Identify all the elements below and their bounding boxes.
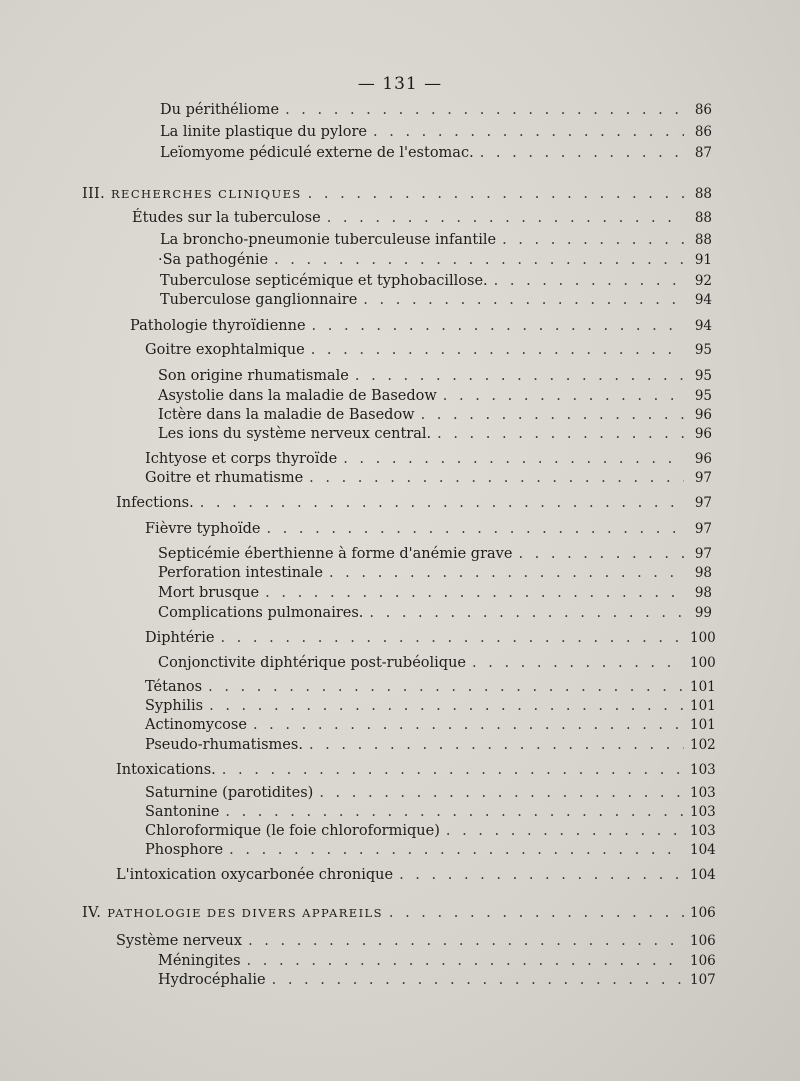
entry-page: 101 [690, 717, 716, 733]
entry-page: 104 [690, 842, 716, 858]
entry-page: 100 [690, 655, 716, 671]
entry-page: 87 [694, 145, 712, 161]
entry-label: Son origine rhumatismale [158, 368, 349, 384]
leader-dots [308, 184, 684, 204]
entry-label: Système nerveux [116, 933, 243, 949]
leader-dots [502, 230, 684, 250]
entry-label: Les ions du système nerveux central. [158, 426, 432, 442]
entry-page: 106 [690, 953, 716, 969]
entry-label: Tuberculose ganglionnaire [160, 292, 358, 308]
toc-entry [158, 603, 712, 623]
toc-entry [158, 970, 716, 990]
leader-dots [327, 208, 684, 228]
entry-page: 97 [694, 546, 712, 562]
toc-entry [158, 544, 712, 564]
entry-label: Fièvre typhoïde [145, 521, 261, 537]
entry-page: 102 [690, 737, 716, 753]
entry-page: 95 [694, 368, 712, 384]
entry-label: Goitre et rhumatisme [145, 470, 304, 486]
entry-label: Du périthéliome [160, 102, 280, 118]
leader-dots [200, 493, 684, 513]
toc-entry [158, 583, 712, 603]
section-title: PATHOLOGIE DES DIVERS APPAREILS [107, 906, 383, 920]
entry-page: 88 [694, 232, 712, 248]
leader-dots [443, 386, 684, 406]
entry-page: 88 [694, 210, 712, 226]
toc-entry [145, 340, 712, 360]
entry-label: Infections. [116, 495, 194, 511]
entry-page: 94 [694, 292, 712, 308]
leader-dots [518, 544, 684, 564]
entry-label: Intoxications. [116, 762, 216, 778]
toc-entry [145, 735, 716, 755]
leader-dots [446, 821, 684, 841]
leader-dots [272, 970, 684, 990]
entry-label: Septicémie éberthienne à forme d'anémie grave [158, 546, 513, 562]
leader-dots [437, 424, 684, 444]
leader-dots [285, 100, 684, 120]
entry-page: 103 [690, 785, 716, 801]
leader-dots [247, 951, 684, 971]
leader-dots [312, 316, 684, 336]
leader-dots [311, 340, 684, 360]
entry-page: 98 [694, 565, 712, 581]
leader-dots [274, 250, 684, 270]
leader-dots [399, 865, 684, 885]
entry-label: Diphtérie [145, 630, 215, 646]
toc-section-heading [82, 184, 712, 204]
entry-page: 97 [694, 521, 712, 537]
toc-entry [145, 449, 712, 469]
section-numeral: IV. [82, 905, 102, 921]
toc-entry [158, 951, 716, 971]
entry-page: 103 [690, 762, 716, 778]
toc-entry [145, 696, 716, 716]
toc-entry [158, 386, 712, 406]
entry-label: Hydrocéphalie [158, 972, 266, 988]
entry-page: 98 [694, 585, 712, 601]
toc-entry [160, 143, 712, 163]
leader-dots [329, 563, 684, 583]
toc-entry [160, 271, 712, 291]
entry-label: Goitre exophtalmique [145, 342, 305, 358]
leader-dots [373, 122, 684, 142]
toc-entry [116, 931, 716, 951]
entry-label: Ichtyose et corps thyroïde [145, 451, 338, 467]
entry-label: Tétanos [145, 679, 203, 695]
toc-entry [160, 100, 712, 120]
entry-page: 103 [690, 823, 716, 839]
entry-page: 99 [694, 605, 712, 621]
entry-page: 96 [694, 451, 712, 467]
entry-page: 107 [690, 972, 716, 988]
entry-label: Méningites [158, 953, 241, 969]
entry-page: 86 [694, 124, 712, 140]
toc-entry [145, 783, 716, 803]
toc-section-heading [82, 903, 716, 923]
entry-label: Leïomyome pédiculé externe de l'estomac. [160, 145, 474, 161]
toc-entry [116, 760, 716, 780]
entry-label: Asystolie dans la maladie de Basedow [158, 388, 437, 404]
leader-dots [319, 783, 684, 803]
toc-entry [158, 424, 712, 444]
entry-page: 94 [694, 318, 712, 334]
toc-entry [158, 563, 712, 583]
toc-entry [145, 840, 716, 860]
entry-page: 103 [690, 804, 716, 820]
entry-page: 101 [690, 698, 716, 714]
leader-dots [253, 715, 684, 735]
leader-dots [209, 696, 684, 716]
toc-entry [158, 366, 712, 386]
entry-page: 86 [694, 102, 712, 118]
leader-dots [494, 271, 684, 291]
leader-dots [369, 603, 684, 623]
toc-entry [145, 468, 712, 488]
leader-dots [309, 468, 684, 488]
entry-label: La broncho-pneumonie tuberculeuse infantile [160, 232, 497, 248]
leader-dots [355, 366, 684, 386]
toc-entry [132, 208, 712, 228]
section-numeral: III. [82, 186, 105, 202]
toc-entry [158, 653, 716, 673]
entry-label: Santonine [145, 804, 220, 820]
entry-label: Pathologie thyroïdienne [130, 318, 306, 334]
leader-dots [266, 519, 684, 539]
entry-page: 100 [690, 630, 716, 646]
entry-page: 95 [694, 342, 712, 358]
entry-label: Tuberculose septicémique et typhobacillose. [160, 273, 488, 289]
toc-entry [130, 316, 712, 336]
toc-entry [158, 250, 712, 270]
entry-page: 101 [690, 679, 716, 695]
leader-dots [220, 628, 684, 648]
leader-dots [248, 931, 684, 951]
entry-label: Perforation intestinale [158, 565, 323, 581]
entry-label: Phosphore [145, 842, 224, 858]
toc-entry [116, 493, 712, 513]
leader-dots [480, 143, 684, 163]
leader-dots [421, 405, 684, 425]
entry-label: Chloroformique (le foie chloroformique) [145, 823, 440, 839]
entry-page: 104 [690, 867, 716, 883]
toc-entry [145, 802, 716, 822]
entry-label: Mort brusque [158, 585, 260, 601]
entry-label: Actinomycose [145, 717, 247, 733]
leader-dots [363, 290, 684, 310]
entry-label: Pseudo-rhumatismes. [145, 737, 303, 753]
entry-label: Conjonctivite diphtérique post-rubéolique [158, 655, 467, 671]
entry-page: 92 [694, 273, 712, 289]
toc-entry [145, 677, 716, 697]
entry-page: 106 [690, 933, 716, 949]
toc-entry [145, 821, 716, 841]
entry-page: 96 [694, 407, 712, 423]
toc-entry [160, 230, 712, 250]
entry-label: Saturnine (parotidites) [145, 785, 314, 801]
entry-label: Complications pulmonaires. [158, 605, 364, 621]
leader-dots [389, 903, 684, 923]
entry-label: Études sur la tuberculose [132, 210, 321, 226]
toc-entry [145, 628, 716, 648]
leader-dots [222, 760, 684, 780]
toc-entry [160, 122, 712, 142]
leader-dots [225, 802, 684, 822]
leader-dots [229, 840, 684, 860]
leader-dots [309, 735, 684, 755]
entry-label: L'intoxication oxycarbonée chronique [116, 867, 394, 883]
entry-page: 96 [694, 426, 712, 442]
leader-dots [208, 677, 684, 697]
entry-page: 97 [694, 470, 712, 486]
leader-dots [472, 653, 684, 673]
toc-entry [158, 405, 712, 425]
entry-page: 97 [694, 495, 712, 511]
entry-label: Ictère dans la maladie de Basedow [158, 407, 415, 423]
entry-label: ·Sa pathogénie [158, 252, 269, 268]
toc-entry [116, 865, 716, 885]
entry-label: La linite plastique du pylore [160, 124, 368, 140]
entry-label: Syphilis [145, 698, 204, 714]
entry-page: 91 [694, 252, 712, 268]
entry-page: 95 [694, 388, 712, 404]
toc-entry [160, 290, 712, 310]
leader-dots [265, 583, 684, 603]
section-title: RECHERCHES CLINIQUES [111, 187, 302, 201]
page-number: — 131 — [357, 74, 443, 94]
entry-page: 106 [690, 905, 716, 921]
leader-dots [343, 449, 684, 469]
toc-entry [145, 715, 716, 735]
toc-entry [145, 519, 712, 539]
entry-page: 88 [694, 186, 712, 202]
